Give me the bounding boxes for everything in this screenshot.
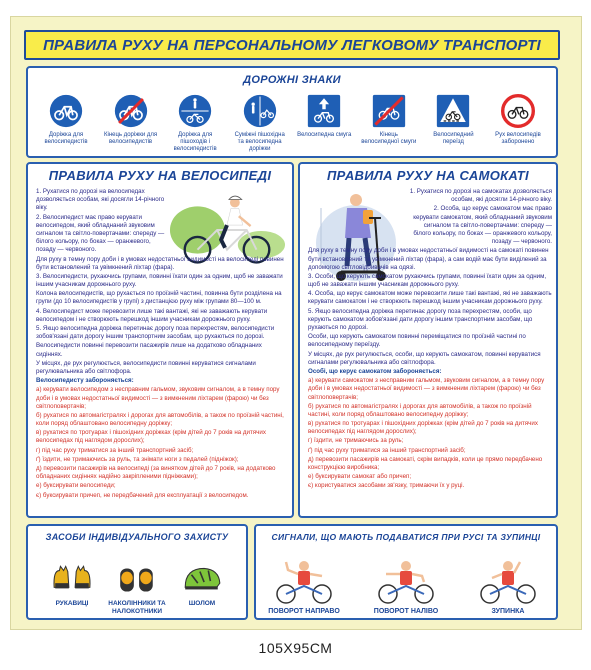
bike-crossing-sign-icon (436, 94, 470, 128)
prohibited-item: е) буксирувати велосипеди; (36, 482, 116, 490)
gear-label: РУКАВИЦІ (55, 600, 89, 607)
signals-panel (254, 524, 558, 620)
rule-paragraph: Для руху в темну пору доби і в умовах недостатньої видимості на велосипеді повинен бути встановлений та увімкнений ліхтар (фара). (36, 255, 284, 271)
sign-label: Велосипедна смуга (297, 132, 352, 138)
gear-label: ШОЛОМ (188, 600, 216, 607)
scooter-rules-text (308, 188, 552, 492)
prohibited-item: д) перевозити пасажирів на велосипеді (за винятком дітей до 7 років, на додатково обладнаних сидіннях надійно закріпленими підніжками); (36, 465, 276, 481)
prohibited-heading: Велосипедисту забороняється: (36, 377, 134, 385)
scooter-rules-title: ПРАВИЛА РУХУ НА САМОКАТІ (327, 168, 529, 183)
sign-label: Доріжка для пішоходів і велосипедистів (173, 132, 217, 153)
gear-item (172, 564, 232, 616)
signal-item (264, 556, 344, 615)
rule-paragraph: 2. Особа, що керує самокатом має право керувати самокатом, який обладнаний звуковим сигналом та світло-повертачами: спереду — білого кольору, по боках — оранжевого кольору, позаду — червоного. (413, 205, 552, 246)
sign-item (103, 94, 159, 154)
stop-signal-icon (468, 556, 548, 606)
bike-rules-title: ПРАВИЛА РУХУ НА ВЕЛОСИПЕДІ (48, 168, 272, 183)
sign-label: Суміжні пішохідна та велосипедна доріжки (234, 132, 285, 153)
rule-paragraph: Колона велосипедистів, що рухається по проїзній частині, повинна бути розділена на групи (до 10 велосипедистів у групі) з дистанцією руху між групами 80—100 м. (36, 290, 282, 306)
rule-paragraph: У місцях, де рух регулюється, велосипедисти повинні керуватися сигналами регулювальника або світлофора. (36, 359, 256, 375)
rule-paragraph: 1. Рухатися по дорозі на самокатах дозволяється особам, які досягли 14-річного віку. (409, 188, 552, 204)
turn-left-signal-icon (366, 556, 446, 606)
signs-row (38, 94, 546, 154)
prohibited-item: г) їздити, не тримаючись за руль; (308, 437, 404, 445)
signal-item (468, 556, 548, 615)
rule-paragraph: 5. Якщо велосипедна доріжка перетинає дорогу поза перехрестям, особи, що керують самокатом зобов'язані дати дорогу іншим транспортним засобам, що рухаються по дорозі. (308, 307, 533, 331)
gear-row (42, 564, 232, 616)
sign-item (490, 94, 546, 154)
prohibited-item: б) рухатися по автомагістралях і дорогах для автомобілів, а також по проїзній частині, коли поряд облаштовано велосипедну доріжку; (308, 402, 532, 418)
gloves-icon (51, 564, 93, 596)
gear-item (42, 564, 102, 616)
prohibited-item: а) керувати самокатом з несправним гальмом, звуковим сигналом, а в темну пору доби і в умовах недостатньої видимості — з вимкненим ліхтарем (фарою) чи без світлоповертачів; (308, 377, 545, 401)
protection-panel (26, 524, 248, 620)
signal-item (366, 556, 446, 615)
signals-title: СИГНАЛИ, ЩО МАЮТЬ ПОДАВАТИСЯ ПРИ РУСІ ТА ЗУПИНЦІ (271, 532, 541, 542)
prohibited-item: ґ) їздити, не тримаючись за руль, та знімати ноги з педалей (підніжок); (36, 455, 239, 463)
signal-row (264, 556, 548, 615)
prohibited-item: в) рухатися по тротуарах і пішохідних доріжках (крім дітей до 7 років на дитячих велосипедах під наглядом дорослих); (308, 420, 538, 436)
no-bicycle-sign-icon (501, 94, 535, 128)
prohibited-item: б) рухатися по автомагістралях і дорогах для автомобілів, а також по проїзній частині, коли поряд облаштовано велосипедну доріжку; (36, 411, 284, 428)
rule-paragraph: 4. Особа, що керує самокатом може перевозити лише такі вантажі, які не заважають керувати самокатом і не створюють перешкод іншим учасникам дорожнього руху. (308, 290, 552, 306)
knee-pads-icon (116, 564, 158, 596)
road-signs-panel (26, 66, 558, 158)
sign-label: Рух велосипедів заборонено (495, 132, 541, 146)
signal-label: ПОВОРОТ НАЛІВО (373, 608, 439, 615)
sign-item (38, 94, 94, 154)
rule-paragraph: 2. Велосипедист має право керувати велосипедом, який обладнаний звуковим сигналом та світло-повертачами: спереду — білого кольору, по боках — оранжевого, позаду — червоного. (36, 213, 165, 254)
sign-item (232, 94, 288, 154)
prohibited-item: а) керувати велосипедом з несправним гальмом, звуковим сигналом, а в темну пору доби і в умовах недостатньої видимості — з вимкненим ліхтарем (фарою) чи без світлоповертачів; (36, 386, 280, 410)
rule-paragraph: 3. Особи, що керують самокатом рухаючись групами, повинні їхати один за одним, щоб не заважати іншим учасникам дорожнього руху. (308, 272, 547, 289)
bike-rules-text (36, 188, 286, 501)
prohibited-item: є) користуватися засобами зв'язку, тримаючи їх у руці. (308, 482, 465, 490)
helmet-icon (181, 564, 223, 596)
sign-item (167, 94, 223, 154)
prohibited-item: г) під час руху триматися за інший транспортний засіб; (36, 446, 194, 454)
sign-item (296, 94, 352, 154)
prohibited-item: є) буксирувати причеп, не передбачений для експлуатації з велосипедом. (36, 491, 249, 499)
rule-paragraph: Велосипедисти повинні перевозити пасажирів лише на додатково обладнаних сидіннях. (36, 342, 262, 358)
bicycle-lane-sign-icon (49, 94, 83, 128)
prohibited-item: ґ) під час руху триматися за інший транспортний засіб; (308, 446, 466, 454)
pedestrian-path-sign-icon (178, 94, 212, 128)
size-label: 105Х95СМ (258, 640, 333, 656)
sign-label: Велосипедний переїзд (433, 132, 474, 146)
signal-label: ЗУПИНКА (491, 608, 525, 615)
prohibited-item: в) рухатися по тротуарах і пішохідних доріжках (крім дітей до 7 років на дитячих велосипедах під наглядом дорослих); (36, 429, 266, 445)
scooter-rules-panel (298, 162, 558, 518)
sign-label: Кінець доріжки для велосипедистів (104, 132, 158, 146)
gear-label: НАКОЛІННИКИ ТА НАЛОКОТНИКИ (108, 600, 166, 615)
main-title: ПРАВИЛА РУХУ НА ПЕРСОНАЛЬНОМУ ЛЕГКОВОМУ ТРАНСПОРТІ (43, 36, 541, 54)
prohibited-heading: Особі, що керує самокатом забороняється: (308, 367, 442, 375)
sign-label: Доріжка для велосипедистів (44, 132, 88, 146)
rule-paragraph: 3. Велосипедисти, рухаючись групами, повинні їхати один за одним, щоб не заважати іншим учасникам дорожнього руху. (36, 272, 283, 289)
road-signs-title: ДОРОЖНІ ЗНАКИ (243, 74, 341, 86)
end-bicycle-lane-sign-icon (114, 94, 148, 128)
bike-lane-sign-icon (307, 94, 341, 128)
turn-right-signal-icon (264, 556, 344, 606)
main-title-bar (24, 30, 560, 60)
rule-paragraph: 1. Рухатися по дорозі на велосипедах дозволяється особам, які досягли 14-річного віку. (36, 188, 165, 212)
rule-paragraph: У місцях, де рух регулюється, особи, що керують самокатом, повинні керуватися сигналами регулювальника або світлофора. (308, 350, 541, 366)
signal-label: ПОВОРОТ НАПРАВО (268, 608, 340, 615)
prohibited-item: д) перевозити пасажирів на самокаті, скрім випадків, коли це прямо передбачено конструкцією виробника; (308, 455, 543, 471)
sign-label: Кінець велосипедної смуги (361, 132, 417, 146)
protection-title: ЗАСОБИ ІНДИВІДУАЛЬНОГО ЗАХИСТУ (45, 532, 229, 542)
sign-item (361, 94, 417, 154)
rule-paragraph: 4. Велосипедист може перевозити лише такі вантажі, які не заважають керувати велосипедом і не створюють перешкод іншим учасникам дорожнього руху. (36, 307, 268, 323)
rule-paragraph: Для руху в темну пору доби і в умовах недостатньої видимості на самокаті повинен бути встановлений та увімкнений ліхтар (фара), а сам водій має бути виділений за допомогою світловідбивачів на одязі. (308, 247, 549, 271)
rule-paragraph: Особи, що керують самокатом повинні переміщатися по проїзній частині по велосипедному переїзду. (308, 333, 526, 349)
rule-paragraph: 5. Якщо велосипедна доріжка перетинає дорогу поза перехрестям, велосипедисти зобов'язані дати дорогу іншим транспортним засобам, що рухаються по дорозі. (36, 325, 275, 341)
end-bike-lane-sign-icon (372, 94, 406, 128)
shared-path-sign-icon (243, 94, 277, 128)
sign-item (425, 94, 481, 154)
prohibited-item: е) буксирувати самокат або причеп; (308, 473, 412, 481)
gear-item (107, 564, 167, 616)
bike-rules-panel (26, 162, 294, 518)
